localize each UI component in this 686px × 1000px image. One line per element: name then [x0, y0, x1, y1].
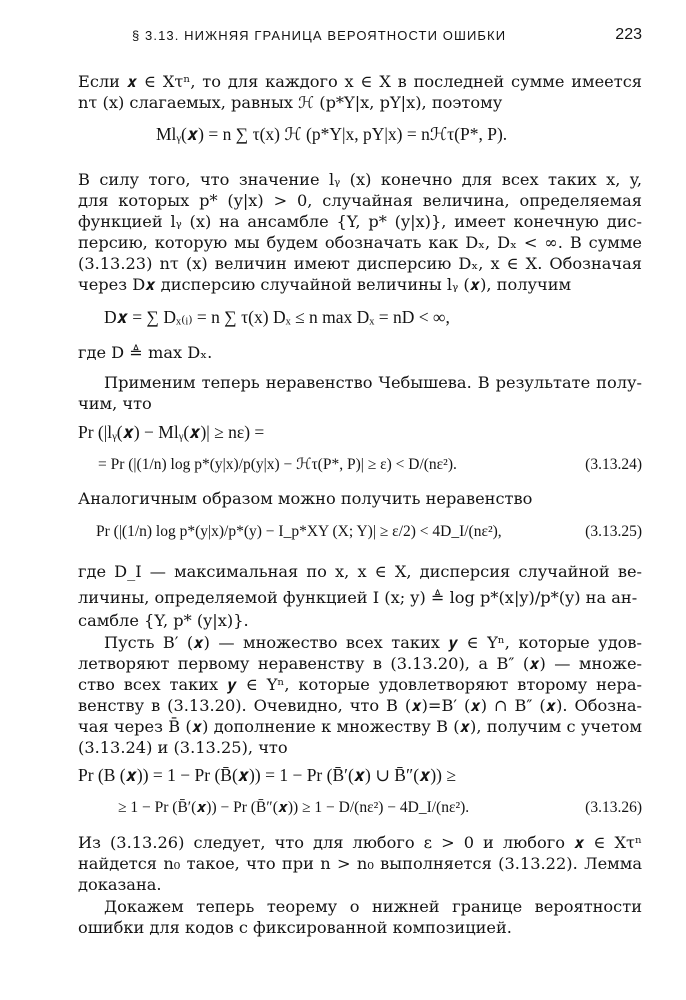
text-line: персию, которую мы будем обозначать как Dₓ, Dₓ < ∞. В сумме — [78, 233, 642, 252]
text-line: где D ≜ max Dₓ. — [78, 343, 213, 362]
text-line: где D_I — максимальная по x, x ∈ X, дисперсия случайной ве- — [78, 562, 642, 581]
equation-chebyshev-line1: Pr (|lᵧ(𝒙) − Mlᵧ(𝒙)| ≥ nε) = — [78, 422, 265, 442]
text-line: для которых p* (y|x) > 0, случайная величина, определяемая — [78, 191, 642, 210]
page-number: 223 — [615, 26, 642, 43]
text-line: Если 𝒙 ∈ Xτⁿ, то для каждого x ∈ X в последней сумме имеется — [78, 72, 642, 91]
text-line: чим, что — [78, 394, 152, 413]
text-line: летворяют первому неравенству в (3.13.20), а B″ (𝒙) — множе- — [78, 654, 642, 673]
text-line: (3.13.23) nτ (x) величин имеют дисперсию Dₓ, x ∈ X. Обозначая — [78, 254, 642, 273]
text-line: доказана. — [78, 875, 162, 894]
equation-body: ≥ 1 − Pr (B̄′(𝒙)) − Pr (B̄″(𝒙)) ≥ 1 − D/(nε²) − 4D_I/(nε²). — [118, 799, 470, 816]
equation-mean: Mlᵧ(𝒙) = n ∑ τ(x) ℋ (p*Y|x, pY|x) = nℋτ(P*, P). — [156, 124, 508, 144]
text-line: функцией lᵧ (x) на ансамбле {Y, p* (y|x)}, имеет конечную дис- — [78, 212, 642, 231]
equation-body: = Pr (|(1/n) log p*(y|x)/p(y|x) − ℋτ(P*, P)| ≥ ε) < D/(nε²). — [98, 456, 457, 473]
text-line: через D𝒙 дисперсию случайной величины lᵧ (𝒙), получим — [78, 275, 572, 294]
equation-body: Pr (|(1/n) log p*(y|x)/p*(y) − I_p*XY (X; Y)| ≥ ε/2) < 4D_I/(nε²), — [96, 523, 502, 540]
equation-3-13-24 — [98, 455, 642, 475]
equation-number: (3.13.26) — [585, 799, 642, 816]
text-line: Докажем теперь теорему о нижней границе вероятности — [104, 897, 642, 916]
equation-3-13-26 — [118, 798, 642, 818]
text-line: найдется n₀ такое, что при n > n₀ выполняется (3.13.22). Лемма — [78, 854, 642, 873]
text-line: Применим теперь неравенство Чебышева. В результате полу- — [104, 373, 642, 392]
text-line: ошибки для кодов с фиксированной композицией. — [78, 918, 512, 937]
equation-number: (3.13.24) — [585, 456, 642, 473]
text-line: nτ (x) слагаемых, равных ℋ (p*Y|x, pY|x), поэтому — [78, 93, 503, 112]
text-line: Аналогичным образом можно получить неравенство — [78, 489, 533, 508]
text-line: ство всех таких 𝒚 ∈ Yⁿ, которые удовлетворяют второму нера- — [78, 675, 642, 694]
text-line: (3.13.24) и (3.13.25), что — [78, 738, 288, 757]
text-line: чая через B̄ (𝒙) дополнение к множеству B (𝒙), получим с учетом — [78, 717, 642, 736]
equation-3-13-25 — [96, 522, 642, 542]
equation-dispersion: D𝒙 = ∑ Dₓ₍ᵢ₎ = n ∑ τ(x) Dₓ ≤ n max Dₓ = nD < ∞, — [104, 307, 450, 327]
text-line: венству в (3.13.20). Очевидно, что B (𝒙)=B′ (𝒙) ∩ B″ (𝒙). Обозна- — [78, 696, 642, 715]
text-line: самбле {Y, p* (y|x)}. — [78, 611, 249, 630]
running-title: § 3.13. НИЖНЯЯ ГРАНИЦА ВЕРОЯТНОСТИ ОШИБКИ — [132, 28, 507, 43]
equation-probability-line1: Pr (B (𝒙)) = 1 − Pr (B̄(𝒙)) = 1 − Pr (B̄′(𝒙) ∪ B̄″(𝒙)) ≥ — [78, 765, 456, 785]
text-line: Пусть B′ (𝒙) — множество всех таких 𝒚 ∈ Yⁿ, которые удов- — [104, 633, 642, 652]
text-line: личины, определяемой функцией I (x; y) ≜ log p*(x|y)/p*(y) на ан- — [78, 588, 638, 607]
text-line: В силу того, что значение lᵧ (x) конечно для всех таких x, y, — [78, 170, 642, 189]
text-line: Из (3.13.26) следует, что для любого ε > 0 и любого 𝒙 ∈ Xτⁿ — [78, 833, 642, 852]
page-header — [132, 26, 642, 48]
equation-number: (3.13.25) — [585, 523, 642, 540]
